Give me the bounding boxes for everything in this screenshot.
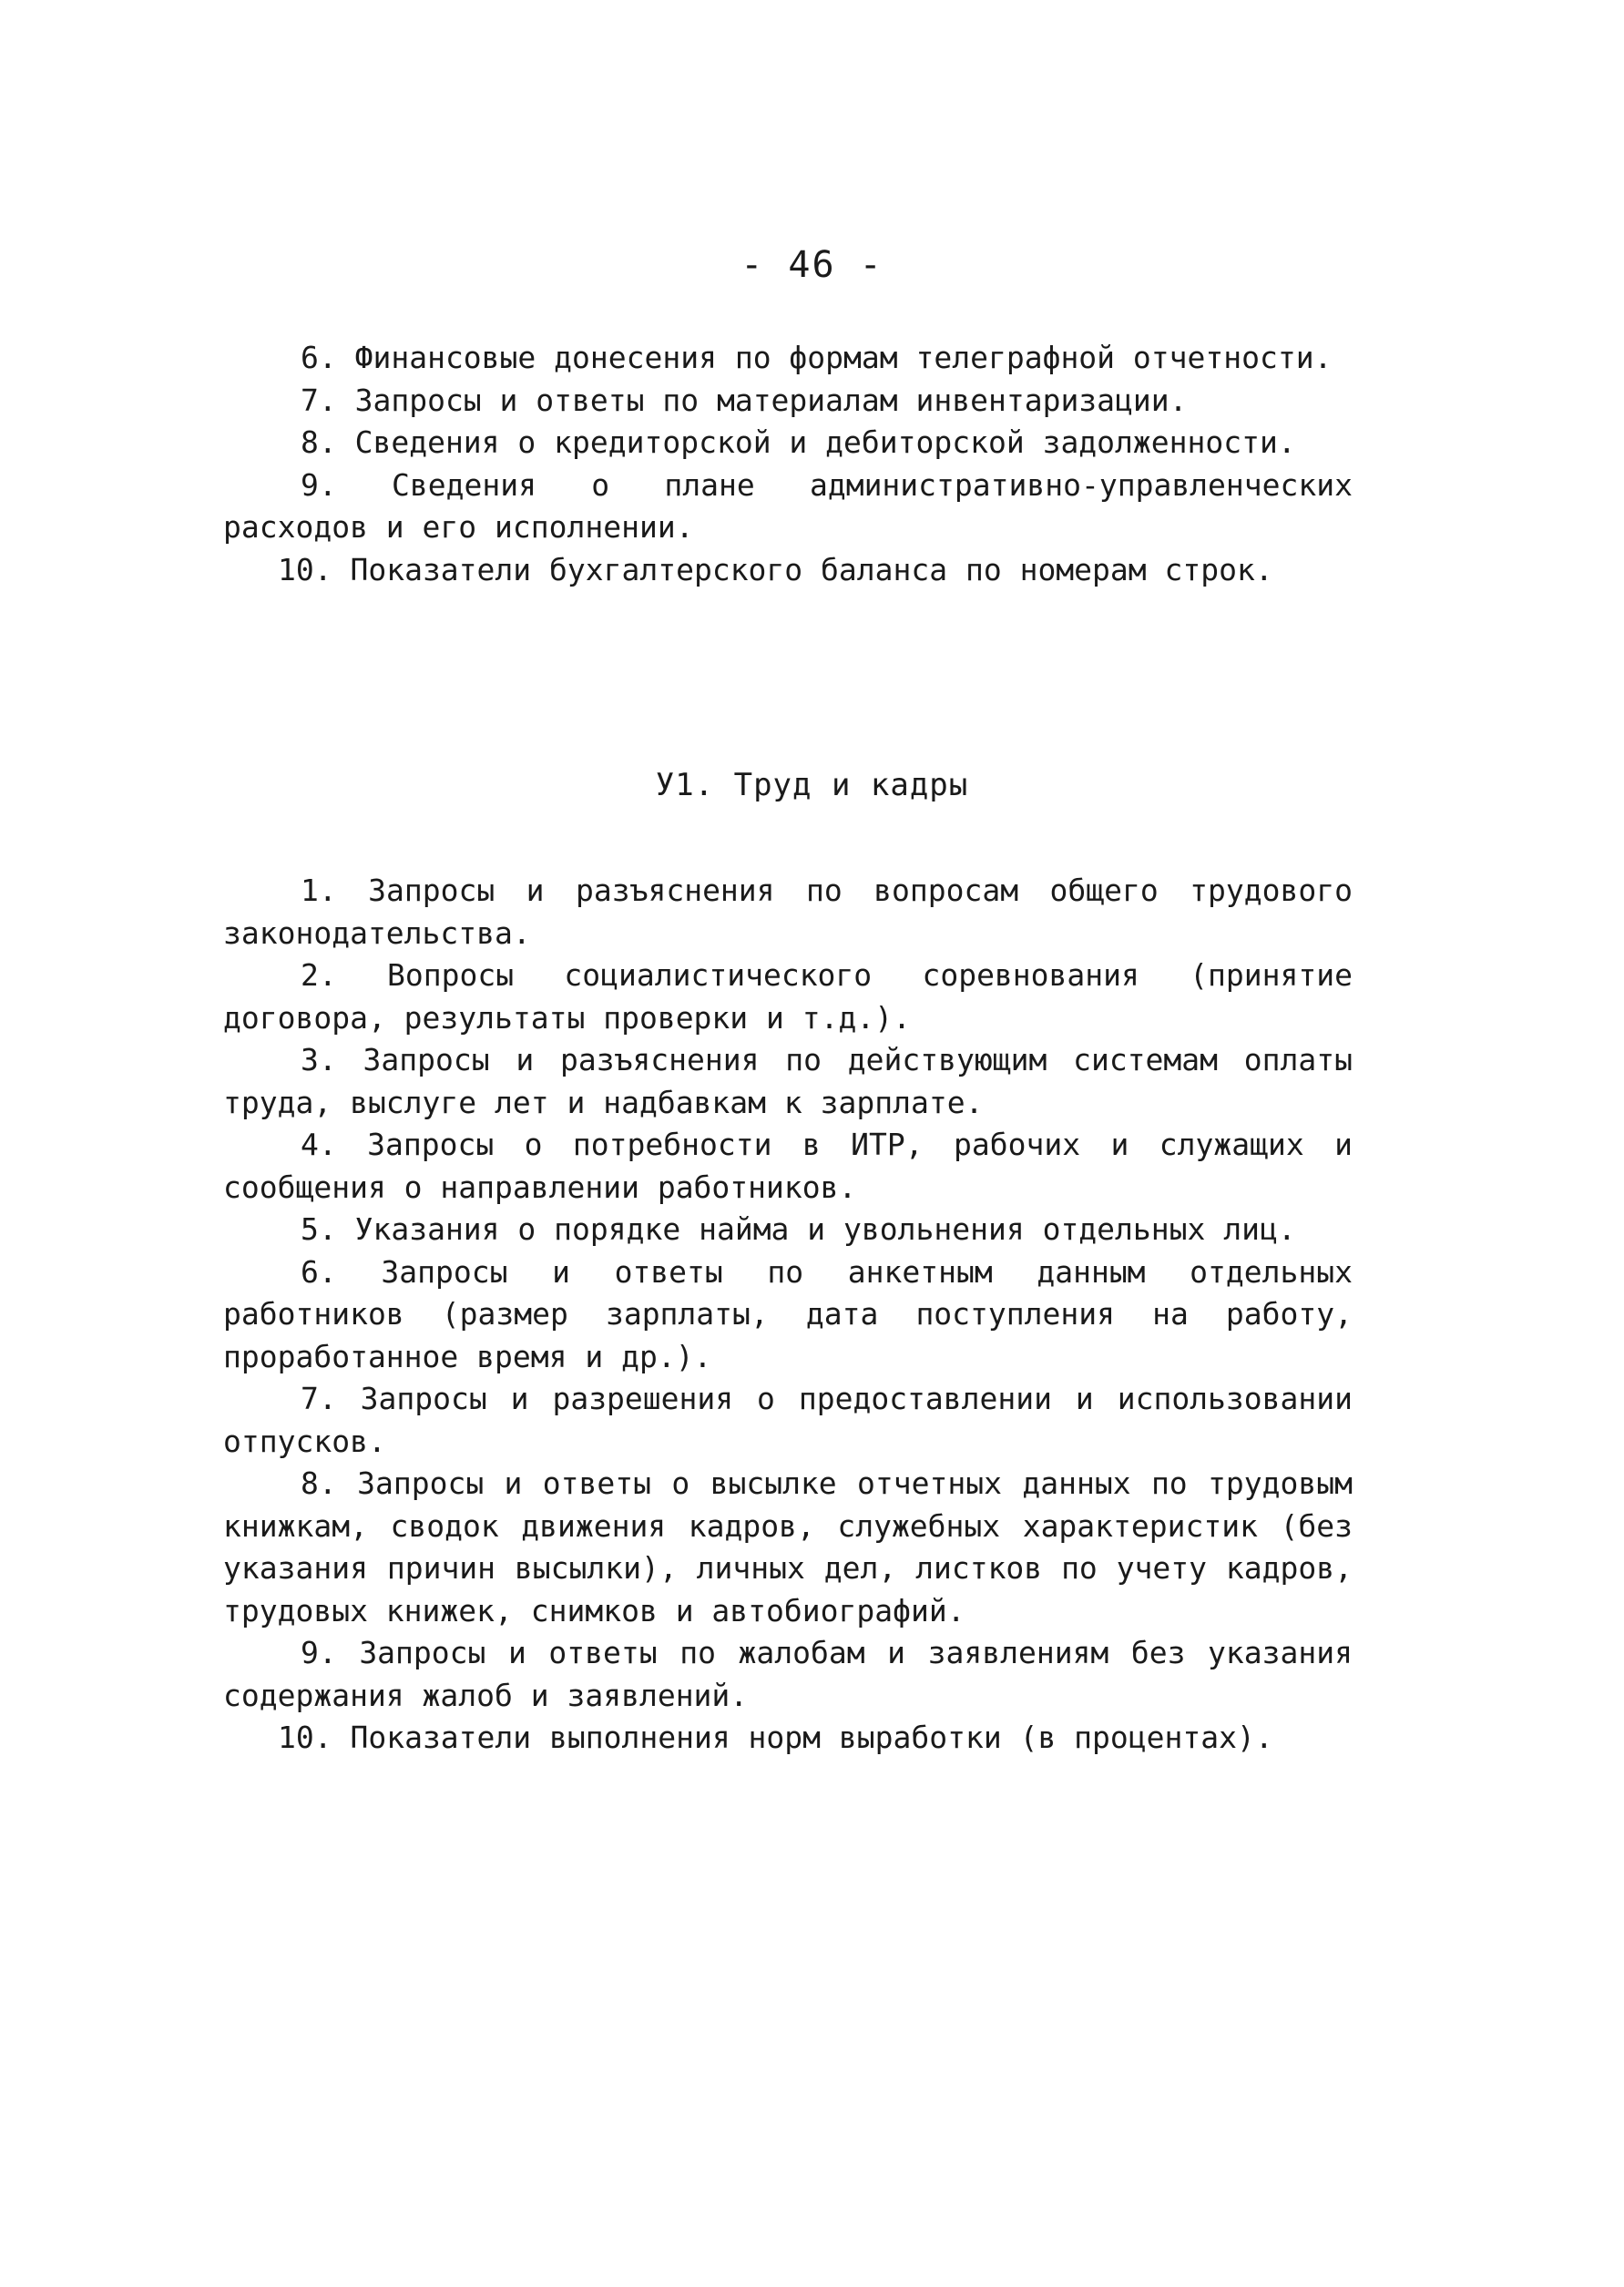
list-item: 6. Финансовые донесения по формам телеграфной отчетности.	[301, 340, 1333, 375]
list-item: 9. Запросы и ответы по жалобам и заявлениям без указания содержания жалоб и заявлений.	[223, 1635, 1353, 1713]
list-item: 10. Показатели бухгалтерского баланса по номерам строк.	[278, 551, 1273, 587]
section-heading: У1. Труд и кадры	[655, 767, 969, 803]
labor-items-list	[223, 870, 1353, 1760]
list-item: 9. Сведения о плане административно-управленческих расходов и его исполнении.	[223, 466, 1353, 545]
page-number: - 46 -	[741, 244, 883, 286]
list-item: 7. Запросы и разрешения о предоставлении и использовании отпусков.	[223, 1381, 1353, 1459]
list-item: 3. Запросы и разъяснения по действующим системам оплаты труда, выслуге лет и надбавкам к зарплате.	[223, 1042, 1353, 1120]
list-item: 7. Запросы и ответы по материалам инвентаризации.	[301, 382, 1188, 418]
list-item: 5. Указания о порядке найма и увольнения отдельных лиц.	[301, 1211, 1296, 1247]
list-item: 4. Запросы о потребности в ИТР, рабочих и служащих и сообщения о направлении работников.	[223, 1127, 1353, 1205]
list-item: 1. Запросы и разъяснения по вопросам общего трудового законодательства.	[223, 873, 1353, 951]
list-item: 10. Показатели выполнения норм выработки (в процентах).	[278, 1720, 1273, 1755]
list-item: 6. Запросы и ответы по анкетным данным отдельных работников (размер зарплаты, дата поступления на работу, проработанное время и др.).	[223, 1253, 1353, 1374]
list-item: 8. Запросы и ответы о высылке отчетных данных по трудовым книжкам, сводок движения кадров, служебных характеристик (без указания причин высылки), личных дел, листков по учету кадров, трудовых книжек, снимков и автобиографий.	[223, 1465, 1353, 1628]
finance-items-list	[223, 337, 1353, 591]
list-item: 2. Вопросы социалистического соревнования (принятие договора, результаты проверки и т.д.).	[223, 957, 1353, 1036]
list-item: 8. Сведения о кредиторской и дебиторской задолженности.	[301, 424, 1296, 460]
